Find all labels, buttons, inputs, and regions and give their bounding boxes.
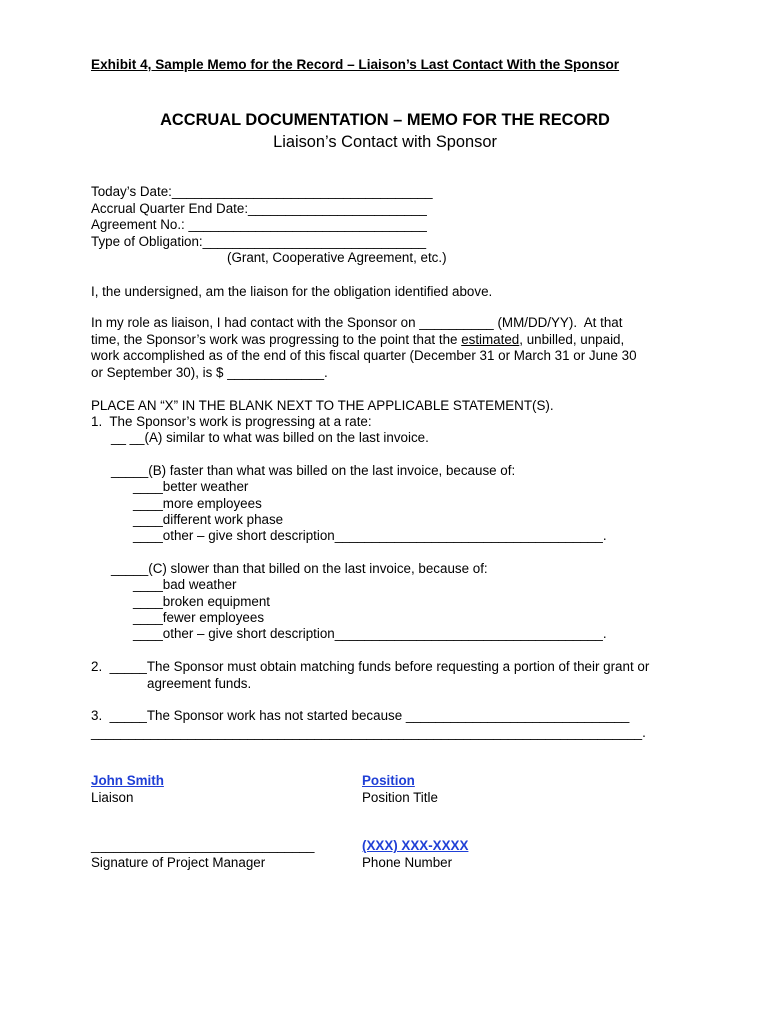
role-paragraph-line-4 (91, 365, 328, 381)
liaison-name[interactable]: John Smith (91, 773, 164, 788)
position-label: Position Title (362, 790, 438, 805)
project-manager-label: Signature of Project Manager (91, 855, 266, 870)
role-text-a: In my role as liaison, I had contact with the Sponsor on (91, 315, 420, 330)
contact-date-blank[interactable]: __________ (419, 315, 494, 330)
role-text-b: (MM/DD/YY). At that (493, 315, 623, 330)
agreement-number-field[interactable]: Agreement No.: ________________________________ (91, 217, 427, 232)
option-b-reason[interactable]: ____more employees (133, 496, 262, 511)
option-c-reason[interactable]: ____broken equipment (133, 594, 270, 609)
option-b-reason[interactable]: ____other – give short description____________________________________. (133, 528, 607, 543)
project-manager-signature-line[interactable]: ______________________________ (91, 838, 315, 853)
obligation-type-field[interactable]: Type of Obligation:______________________________ (91, 234, 427, 249)
option-c-reason[interactable]: ____bad weather (133, 577, 237, 592)
intro-statement: I, the undersigned, am the liaison for the obligation identified above. (91, 284, 493, 299)
liaison-label: Liaison (91, 790, 134, 805)
option-c-reason[interactable]: ____other – give short description____________________________________. (133, 626, 607, 641)
estimated-word: estimated (461, 332, 520, 347)
role-text-e: or September 30), is $ (91, 365, 228, 380)
role-paragraph-line-3: work accomplished as of the end of this fiscal quarter (December 31 or March 31 or June 30 (91, 348, 637, 363)
item-2-statement[interactable]: 2. _____The Sponsor must obtain matching funds before requesting a portion of their grant or (91, 659, 650, 674)
memo-subtitle: Liaison’s Contact with Sponsor (273, 133, 497, 151)
option-c-reason[interactable]: ____fewer employees (133, 610, 265, 625)
option-a[interactable]: __ __(A) similar to what was billed on the last invoice. (111, 430, 429, 445)
todays-date-field[interactable]: Today’s Date:___________________________________ (91, 184, 433, 199)
role-text-c: time, the Sponsor’s work was progressing to the point that the (91, 332, 462, 347)
role-paragraph-line-1 (91, 315, 622, 331)
phone-number-label: Phone Number (362, 855, 453, 870)
amount-blank[interactable]: _____________ (227, 365, 325, 380)
memo-title: ACCRUAL DOCUMENTATION – MEMO FOR THE RECORD (160, 111, 610, 129)
role-text-f: . (324, 365, 328, 380)
exhibit-heading: Exhibit 4, Sample Memo for the Record – Liaison’s Last Contact With the Sponsor (91, 57, 620, 72)
item-1-heading: 1. The Sponsor’s work is progressing at a rate: (91, 414, 372, 429)
option-b-reason[interactable]: ____different work phase (133, 512, 284, 527)
phone-number-value[interactable]: (XXX) XXX-XXXX (362, 838, 469, 853)
liaison-name-line (91, 773, 316, 789)
accrual-quarter-field[interactable]: Accrual Quarter End Date:________________________ (91, 201, 427, 216)
option-b-reason[interactable]: ____better weather (133, 479, 249, 494)
role-paragraph-line-2 (91, 332, 624, 348)
obligation-type-hint: (Grant, Cooperative Agreement, etc.) (227, 250, 447, 265)
item-3-statement[interactable]: 3. _____The Sponsor work has not started because ______________________________ (91, 708, 630, 723)
position-line (362, 773, 541, 789)
option-c[interactable]: _____(C) slower than that billed on the last invoice, because of: (111, 561, 488, 576)
instruction: PLACE AN “X” IN THE BLANK NEXT TO THE APPLICABLE STATEMENT(S). (91, 398, 554, 413)
role-text-d: , unbilled, unpaid, (519, 332, 625, 347)
option-b[interactable]: _____(B) faster than what was billed on the last invoice, because of: (111, 463, 516, 478)
item-3-continuation[interactable]: __________________________________________________________________________. (91, 725, 646, 740)
position-value[interactable]: Position (362, 773, 415, 788)
item-2-continuation: agreement funds. (147, 676, 252, 691)
